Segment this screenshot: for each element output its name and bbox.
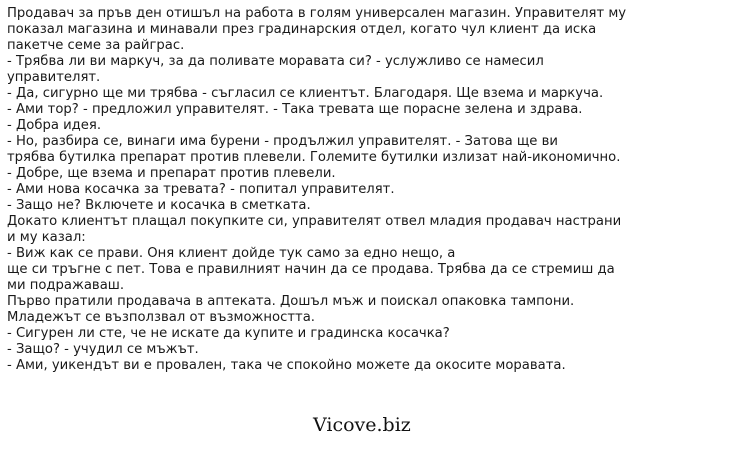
text-line: Продавач за пръв ден отишъл на работа в голям универсален магазин. Управителят му: [7, 6, 627, 21]
text-line: показал магазина и минавали през градинарския отдел, когато чул клиент да иска: [7, 22, 597, 37]
joke-text: [7, 6, 729, 374]
text-line: пакетче семе за райграс.: [7, 38, 185, 53]
text-line: - Ами нова косачка за тревата? - попитал управителят.: [7, 182, 395, 197]
text-line: - Ами, уикендът ви е провален, така че спокойно можете да окосите моравата.: [7, 358, 566, 373]
text-line: ще си тръгне с пет. Това е правилният начин да се продава. Трябва да се стремиш да: [7, 262, 615, 277]
text-line: Първо пратили продавача в аптеката. Дошъл мъж и поискал опаковка тампони.: [7, 294, 575, 309]
text-line: - Добра идея.: [7, 118, 102, 133]
text-line: управителят.: [7, 70, 101, 85]
text-line: Докато клиентът плащал покупките си, управителят отвел младия продавач настрани: [7, 214, 622, 229]
text-line: ми подражаваш.: [7, 278, 125, 293]
text-line: Младежът се възползвал от възможността.: [7, 310, 315, 325]
text-line: - Сигурен ли сте, че не искате да купите и градинска косачка?: [7, 326, 450, 341]
text-line: - Виж как се прави. Оня клиент дойде тук само за едно нещо, а: [7, 246, 456, 261]
text-line: - Защо не? Включете и косачка в сметката.: [7, 198, 311, 213]
text-line: - Но, разбира се, винаги има бурени - продължил управителят. - Затова ще ви: [7, 134, 558, 149]
text-line: трябва бутилка препарат против плевели. Големите бутилки излизат най-икономично.: [7, 150, 621, 165]
text-line: и му казал:: [7, 230, 86, 245]
site-watermark: Vicove.biz: [313, 414, 411, 436]
text-line: - Ами тор? - предложил управителят. - Така тревата ще порасне зелена и здрава.: [7, 102, 583, 117]
text-line: - Да, сигурно ще ми трябва - съгласил се клиентът. Благодаря. Ще взема и маркуча.: [7, 86, 604, 101]
text-line: - Добре, ще взема и препарат против плевели.: [7, 166, 336, 181]
text-line: - Трябва ли ви маркуч, за да поливате моравата си? - услужливо се намесил: [7, 54, 544, 69]
text-line: - Защо? - учудил се мъжът.: [7, 342, 199, 357]
